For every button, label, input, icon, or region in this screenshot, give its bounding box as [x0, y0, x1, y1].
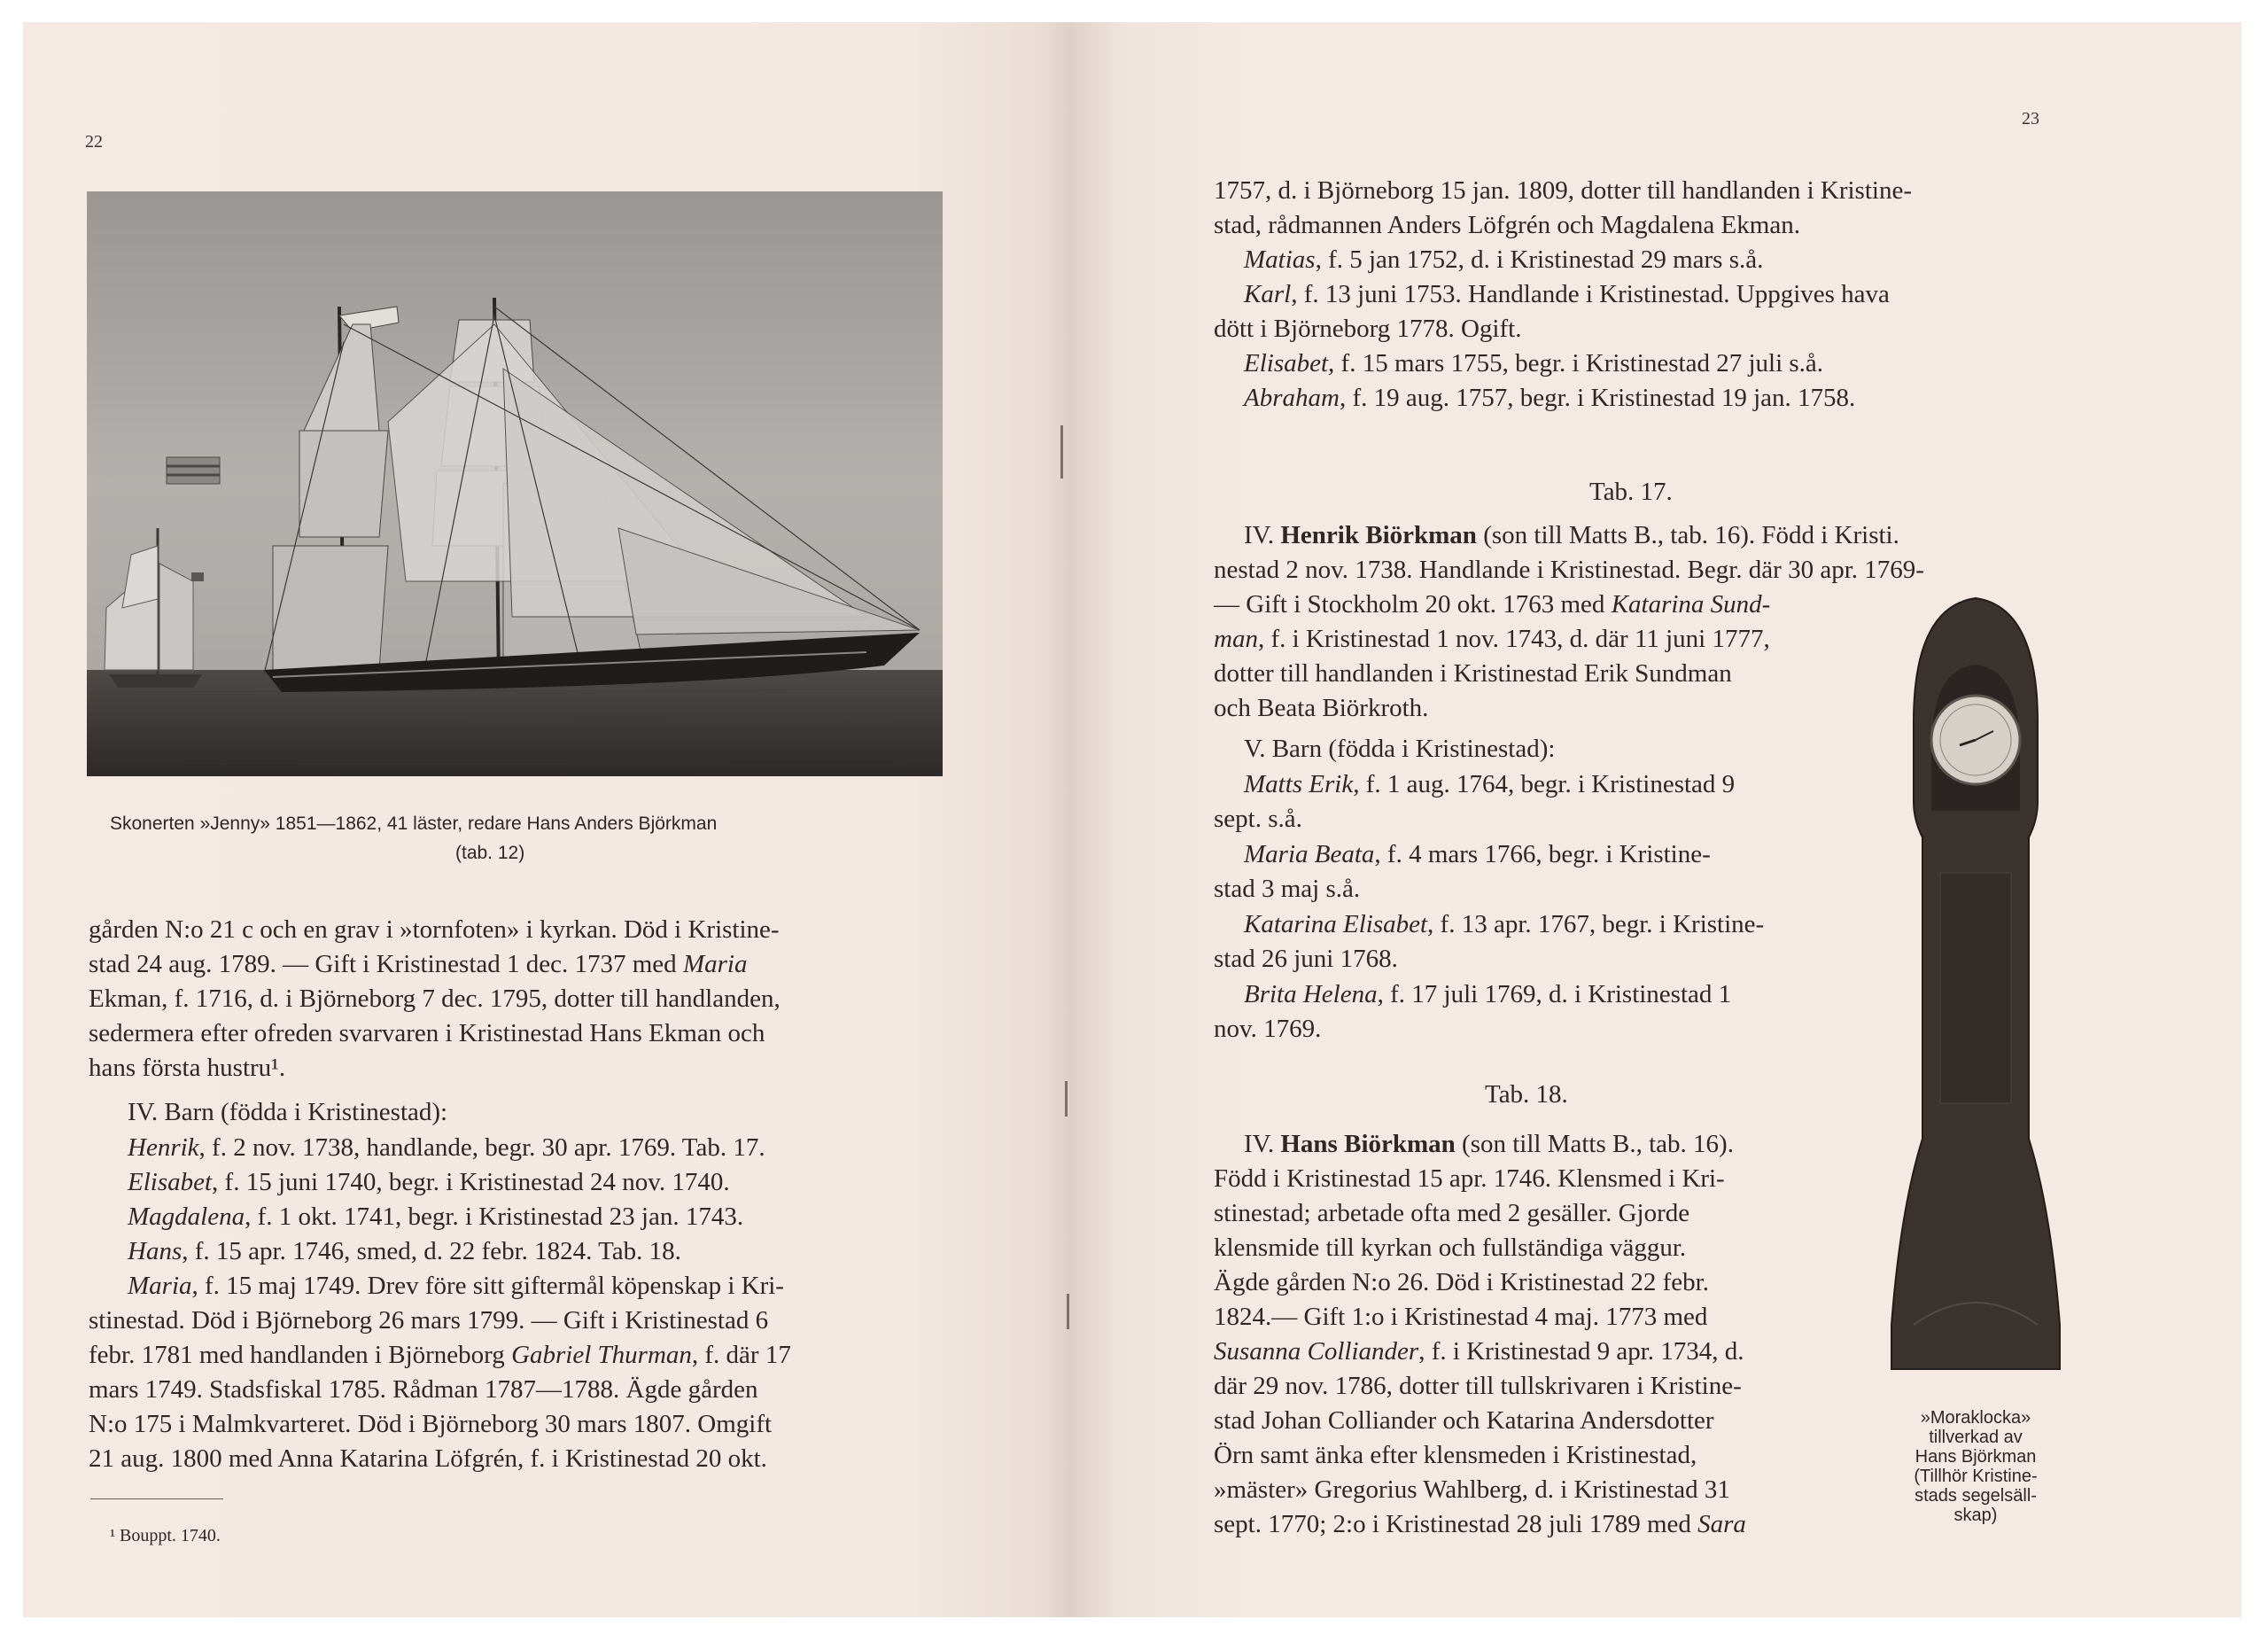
text-span: , f. där 17 [691, 1341, 791, 1369]
barn-heading: IV. Barn (födda i Kristinestad): [128, 1098, 448, 1126]
child-text: , f. 13 apr. 1767, begr. i Kristine- [1427, 910, 1765, 938]
binding-stitch [1060, 425, 1063, 479]
text-line: där 29 nov. 1786, dotter till tullskrivaren i Kristine- [1214, 1372, 1742, 1400]
right-page [1072, 22, 2241, 1617]
child-name: Abraham [1244, 384, 1340, 412]
child-text: , f. 15 juni 1740, begr. i Kristinestad 24 nov. 1740. [212, 1168, 730, 1196]
child-name: Matias [1244, 245, 1316, 274]
barn-heading: V. Barn (födda i Kristinestad): [1244, 735, 1556, 763]
text-line [1214, 1335, 1744, 1368]
italic-name: Gabriel Thurman [511, 1341, 692, 1369]
text-line: N:o 175 i Malmkvarteret. Död i Björneborg 30 mars 1807. Omgift [89, 1410, 773, 1438]
clock-caption-line: »Moraklocka» [1920, 1408, 2031, 1428]
text-line: Ägde gården N:o 26. Död i Kristinestad 22 febr. [1214, 1268, 1709, 1296]
text-line: Född i Kristinestad 15 apr. 1746. Klensmed i Kri- [1214, 1164, 1725, 1193]
text-span: , f. i Kristinestad 1 nov. 1743, d. där 11 juni 1777, [1257, 625, 1770, 653]
left-page [23, 22, 1072, 1617]
text-span: stad 24 aug. 1789. — Gift i Kristinestad 1 dec. 1737 med [89, 950, 683, 978]
child-name: Katarina Elisabet [1244, 910, 1428, 938]
text-span: IV. [1244, 521, 1281, 549]
page-number-left: 22 [85, 132, 103, 152]
clock-caption-line: (Tillhör Kristine- [1914, 1467, 2038, 1486]
child-text: , f. 15 mars 1755, begr. i Kristinestad 27 juli s.å. [1328, 349, 1824, 377]
clock-illustration [1878, 589, 2073, 1387]
child-entry [128, 1131, 765, 1164]
tab18-intro [1244, 1127, 1734, 1161]
text-line: 1824.— Gift 1:o i Kristinestad 4 maj. 1773 med [1214, 1303, 1708, 1331]
child-text: , f. 4 mars 1766, begr. i Kristine- [1374, 840, 1711, 868]
text-line: hans första hustru¹. [89, 1054, 286, 1082]
text-line: dött i Björneborg 1778. Ogift. [1214, 315, 1522, 343]
page-number-right: 23 [2022, 109, 2039, 128]
bold-name: Hans Biörkman [1280, 1130, 1456, 1158]
child-entry [1244, 907, 1764, 941]
child-name: Hans [128, 1237, 183, 1265]
text-line [89, 1338, 791, 1372]
text-line: sept. s.å. [1214, 805, 1302, 833]
tab17-intro [1244, 518, 1899, 552]
clock-caption-line: tillverkad av [1929, 1428, 2023, 1447]
child-entry [128, 1269, 784, 1303]
child-name: Maria Beata [1244, 840, 1375, 868]
child-entry [1244, 837, 1711, 871]
text-line [89, 947, 747, 981]
child-name: Brita Helena [1244, 980, 1378, 1008]
clock-caption-line: skap) [1953, 1506, 1998, 1525]
text-line: stinestad. Död i Björneborg 26 mars 1799. — Gift i Kristinestad 6 [89, 1306, 769, 1335]
child-name: Maria [128, 1272, 192, 1300]
text-line: stad 3 maj s.å. [1214, 875, 1361, 903]
child-text: , f. 15 apr. 1746, smed, d. 22 febr. 1824. Tab. 18. [182, 1237, 681, 1265]
child-entry [128, 1165, 730, 1199]
text-span: febr. 1781 med handlanden i Björneborg [89, 1341, 512, 1369]
footnote-divider [90, 1498, 223, 1499]
child-name: Elisabet [1244, 349, 1329, 377]
text-line: 1757, d. i Björneborg 15 jan. 1809, dotter till handlanden i Kristine- [1214, 176, 1912, 205]
schooner-jenny-image [87, 191, 943, 776]
footnote: ¹ Bouppt. 1740. [110, 1526, 221, 1545]
child-text: , f. 17 juli 1769, d. i Kristinestad 1 [1377, 980, 1732, 1008]
child-name: Elisabet [128, 1168, 213, 1196]
tab18-heading: Tab. 18. [1485, 1080, 1568, 1109]
child-name: Matts Erik [1244, 770, 1354, 798]
text-span: IV. [1244, 1130, 1281, 1158]
child-entry [1244, 243, 1763, 276]
bold-name: Henrik Biörkman [1280, 521, 1477, 549]
text-line [1214, 1507, 1746, 1541]
mora-clock-image [1878, 589, 2073, 1387]
text-line: Örn samt änka efter klensmeden i Kristinestad, [1214, 1441, 1697, 1469]
child-entry [1244, 977, 1731, 1011]
text-line: gården N:o 21 c och en grav i »tornfoten» i kyrkan. Död i Kristine- [89, 915, 780, 944]
text-line: sedermera efter ofreden svarvaren i Kristinestad Hans Ekman och [89, 1019, 765, 1047]
text-line: stad Johan Colliander och Katarina Andersdotter [1214, 1406, 1714, 1435]
child-name: Magdalena [128, 1202, 245, 1231]
child-entry [1244, 346, 1823, 380]
text-line [1214, 588, 1770, 621]
child-entry [128, 1200, 743, 1234]
child-text: , f. 19 aug. 1757, begr. i Kristinestad 19 jan. 1758. [1339, 384, 1856, 412]
italic-name: Sara [1697, 1510, 1746, 1538]
text-span: (son till Matts B., tab. 16). Född i Kristi. [1476, 521, 1899, 549]
text-line: och Beata Biörkroth. [1214, 694, 1429, 722]
tab17-heading: Tab. 17. [1589, 478, 1673, 506]
child-entry [128, 1234, 681, 1268]
child-text: , f. 15 maj 1749. Drev före sitt giftermål köpenskap i Kri- [191, 1272, 784, 1300]
text-line: Ekman, f. 1716, d. i Björneborg 7 dec. 1795, dotter till handlanden, [89, 985, 781, 1013]
text-line [1214, 622, 1770, 656]
child-entry [1244, 277, 1890, 311]
ship-photograph [87, 191, 943, 776]
italic-name: man [1214, 625, 1258, 653]
child-name: Karl [1244, 280, 1292, 308]
text-line: »mäster» Gregorius Wahlberg, d. i Kristinestad 31 [1214, 1475, 1730, 1504]
child-entry [1244, 767, 1735, 801]
binding-stitch [1067, 1294, 1069, 1329]
italic-name: Maria [682, 950, 748, 978]
text-line: nov. 1769. [1214, 1015, 1322, 1043]
text-line: stinestad; arbetade ofta med 2 gesäller. Gjorde [1214, 1199, 1690, 1227]
text-span: , f. i Kristinestad 9 apr. 1734, d. [1418, 1337, 1744, 1366]
photo-caption: Skonerten »Jenny» 1851—1862, 41 läster, redare Hans Anders Björkman [110, 813, 718, 834]
clock-caption-line: stads segelsäll- [1915, 1486, 2037, 1506]
photo-caption-tab: (tab. 12) [455, 843, 525, 863]
text-line: mars 1749. Stadsfiskal 1785. Rådman 1787—1788. Ägde gården [89, 1375, 758, 1404]
text-line: 21 aug. 1800 med Anna Katarina Löfgrén, f. i Kristinestad 20 okt. [89, 1444, 767, 1473]
child-name: Henrik [128, 1133, 199, 1162]
child-text: , f. 1 okt. 1741, begr. i Kristinestad 23 jan. 1743. [245, 1202, 744, 1231]
text-span: — Gift i Stockholm 20 okt. 1763 med [1214, 590, 1612, 619]
child-text: , f. 5 jan 1752, d. i Kristinestad 29 mars s.å. [1315, 245, 1764, 274]
italic-name: Katarina Sund- [1611, 590, 1771, 619]
text-span: (son till Matts B., tab. 16). [1455, 1130, 1734, 1158]
child-text: , f. 1 aug. 1764, begr. i Kristinestad 9 [1353, 770, 1736, 798]
text-line: stad, rådmannen Anders Löfgrén och Magdalena Ekman. [1214, 211, 1800, 239]
text-span: sept. 1770; 2:o i Kristinestad 28 juli 1789 med [1214, 1510, 1698, 1538]
child-entry [1244, 381, 1855, 415]
italic-name: Susanna Colliander [1214, 1337, 1419, 1366]
child-text: , f. 13 juni 1753. Handlande i Kristinestad. Uppgives hava [1291, 280, 1890, 308]
text-line: nestad 2 nov. 1738. Handlande i Kristinestad. Begr. där 30 apr. 1769- [1214, 556, 1924, 584]
clock-caption-line: Hans Björkman [1915, 1447, 2037, 1467]
binding-stitch [1065, 1081, 1068, 1117]
text-line: dotter till handlanden i Kristinestad Erik Sundman [1214, 659, 1732, 688]
text-line: stad 26 juni 1768. [1214, 945, 1398, 973]
child-text: , f. 2 nov. 1738, handlande, begr. 30 apr. 1769. Tab. 17. [198, 1133, 765, 1162]
text-line: klensmide till kyrkan och fullständiga väggur. [1214, 1234, 1687, 1262]
